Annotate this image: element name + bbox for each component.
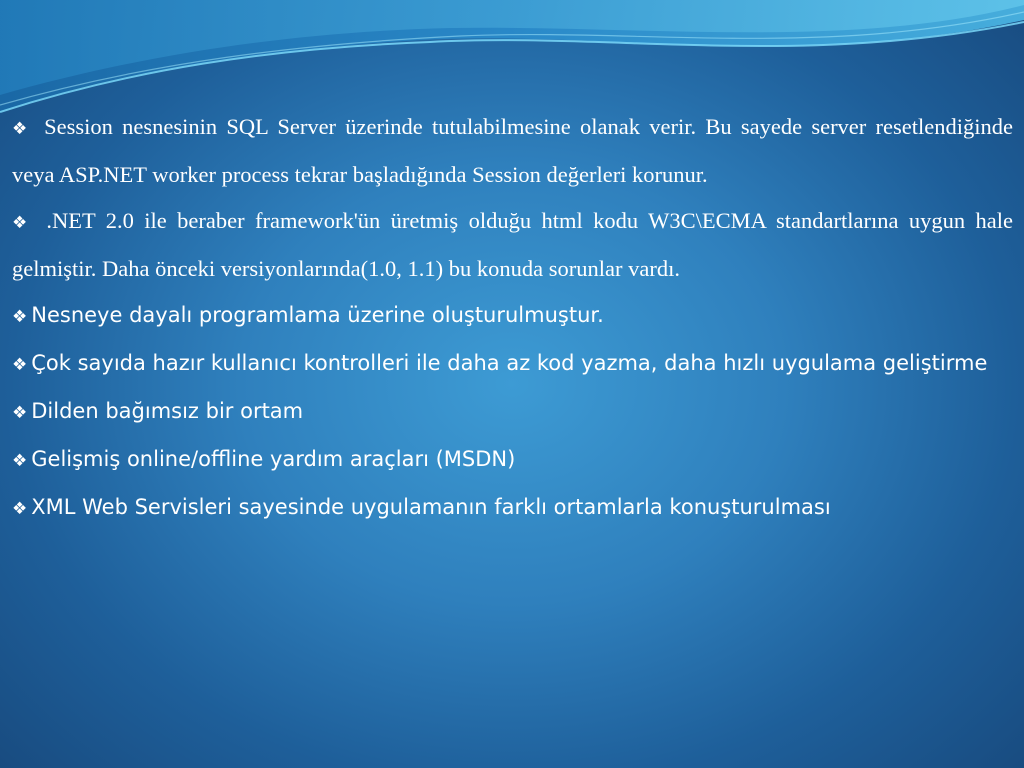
bullet-text: Nesneye dayalı programlama üzerine oluşturulmuştur. bbox=[31, 303, 604, 327]
bullet-item bbox=[12, 340, 1013, 388]
decorative-wave-header bbox=[0, 0, 1024, 120]
bullet-text: Çok sayıda hazır kullanıcı kontrolleri ile daha az kod yazma, daha hızlı uygulama geliştirme bbox=[31, 351, 988, 375]
bullet-text: XML Web Servisleri sayesinde uygulamanın farklı ortamlarla konuşturulması bbox=[31, 495, 831, 519]
diamond-bullet-icon: ❖ bbox=[12, 213, 33, 233]
bullet-item bbox=[12, 104, 1013, 198]
diamond-bullet-icon: ❖ bbox=[12, 307, 28, 327]
diamond-bullet-icon: ❖ bbox=[12, 355, 28, 375]
bullet-item bbox=[12, 388, 1013, 436]
bullet-text: Session nesnesinin SQL Server üzerinde tutulabilmesine olanak verir. Bu sayede server resetlendiğinde veya ASP.NET worker process tekrar başladığında Session değerleri korunur. bbox=[12, 114, 1013, 187]
bullet-text: Gelişmiş online/offline yardım araçları (MSDN) bbox=[31, 447, 516, 471]
bullet-text: .NET 2.0 ile beraber framework'ün üretmiş olduğu html kodu W3C\ECMA standartlarına uygun hale gelmiştir. Daha önceki versiyonlarında(1.0, 1.1) bu konuda sorunlar vardı. bbox=[12, 208, 1013, 281]
bullet-item bbox=[12, 292, 1013, 340]
diamond-bullet-icon: ❖ bbox=[12, 499, 28, 519]
diamond-bullet-icon: ❖ bbox=[12, 451, 28, 471]
slide-body bbox=[12, 104, 1013, 532]
bullet-item bbox=[12, 436, 1013, 484]
diamond-bullet-icon: ❖ bbox=[12, 403, 28, 423]
diamond-bullet-icon: ❖ bbox=[12, 119, 31, 139]
bullet-text: Dilden bağımsız bir ortam bbox=[31, 399, 304, 423]
bullet-item bbox=[12, 198, 1013, 292]
bullet-item bbox=[12, 484, 1013, 532]
